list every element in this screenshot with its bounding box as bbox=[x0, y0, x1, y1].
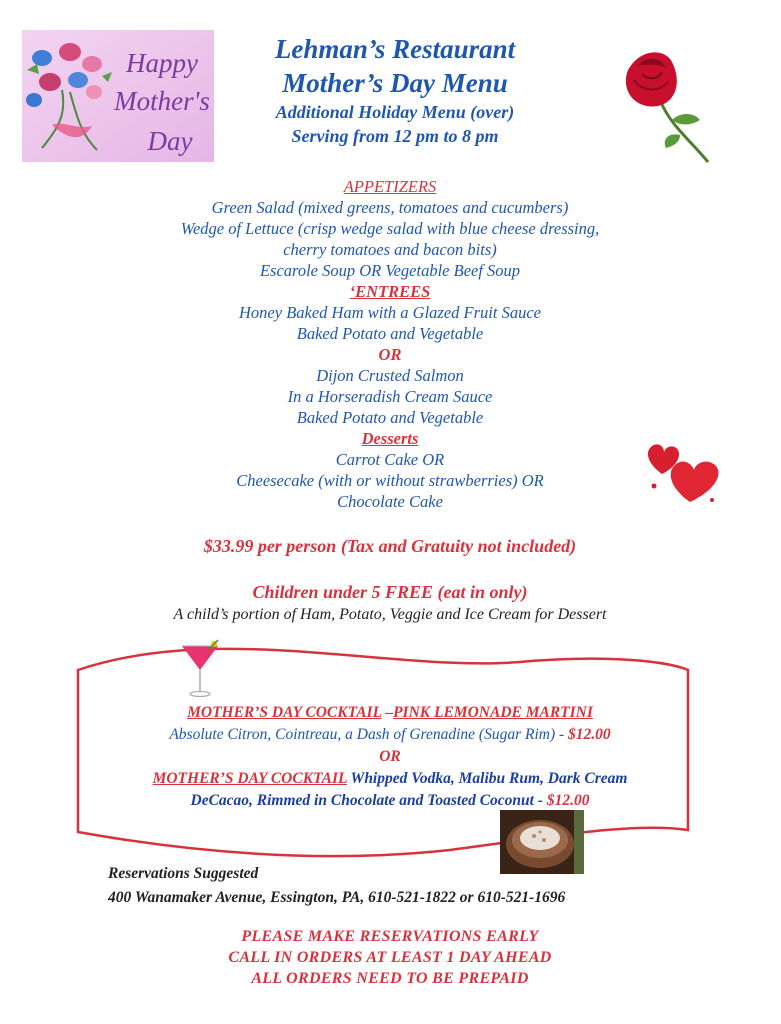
card-line-2: Mother's bbox=[114, 86, 210, 116]
cocktail-2-price: $12.00 bbox=[546, 792, 590, 809]
dessert-line: Chocolate Cake bbox=[337, 492, 443, 511]
rose-icon bbox=[610, 40, 720, 170]
entree-or: OR bbox=[378, 345, 402, 364]
card-line-3: Day bbox=[147, 126, 193, 156]
title-block bbox=[200, 32, 590, 148]
cocktail-1-price: $12.00 bbox=[568, 726, 611, 743]
appetizer-line: Green Salad (mixed greens, tomatoes and cucumbers) bbox=[211, 198, 569, 217]
cocktail-2-details bbox=[95, 790, 685, 812]
children-description: A child’s portion of Ham, Potato, Veggie and Ice Cream for Dessert bbox=[173, 606, 607, 623]
cocktail-2-desc-b: DeCacao, Rimmed in Chocolate and Toasted Coconut - bbox=[190, 792, 547, 809]
cocktail-1-desc: Absolute Citron, Cointreau, a Dash of Grenadine (Sugar Rim) - bbox=[169, 726, 569, 743]
hearts-icon bbox=[640, 440, 722, 506]
cocktail-1-title bbox=[95, 702, 685, 724]
reservations-suggested: Reservations Suggested bbox=[108, 865, 259, 882]
desserts-heading: Desserts bbox=[361, 429, 419, 448]
entree-line: Baked Potato and Vegetable bbox=[296, 408, 484, 427]
dessert-line: Cheesecake (with or without strawberries) OR bbox=[236, 471, 544, 490]
cocktail-2-desc-a: Whipped Vodka, Malibu Rum, Dark Cream bbox=[346, 770, 628, 787]
children-free-line: Children under 5 FREE (eat in only) bbox=[252, 582, 528, 602]
note-line: ALL ORDERS NEED TO BE PREPAID bbox=[251, 970, 529, 987]
cocktail-or: OR bbox=[379, 748, 401, 765]
cocktail-1-name: PINK LEMONADE MARTINI bbox=[393, 704, 593, 721]
appetizer-line: Escarole Soup OR Vegetable Beef Soup bbox=[259, 261, 521, 280]
cocktail-1-label: MOTHER’S DAY COCKTAIL bbox=[187, 704, 382, 721]
mothers-day-card bbox=[22, 30, 214, 162]
note-line: CALL IN ORDERS AT LEAST 1 DAY AHEAD bbox=[228, 949, 552, 966]
martini-icon bbox=[178, 636, 222, 700]
appetizer-line: Wedge of Lettuce (crisp wedge salad with blue cheese dressing, bbox=[180, 219, 600, 238]
entree-line: Baked Potato and Vegetable bbox=[296, 324, 484, 343]
cocktail-2-title bbox=[95, 768, 685, 790]
menu-title: Mother’s Day Menu bbox=[282, 68, 508, 98]
appetizers-heading: APPETIZERS bbox=[343, 177, 437, 196]
dessert-line: Carrot Cake OR bbox=[335, 450, 445, 469]
entrees-heading: ‘ENTREES bbox=[349, 282, 431, 301]
price-line: $33.99 per person (Tax and Gratuity not included) bbox=[203, 536, 577, 556]
cocktail-1-details bbox=[95, 724, 685, 746]
note-line: PLEASE MAKE RESERVATIONS EARLY bbox=[241, 928, 539, 945]
reservations-block bbox=[108, 862, 708, 910]
menu-body bbox=[110, 176, 670, 512]
subtitle: Additional Holiday Menu (over) bbox=[275, 102, 515, 122]
entree-line: Dijon Crusted Salmon bbox=[316, 366, 464, 385]
cocktails-section bbox=[95, 702, 685, 812]
restaurant-name: Lehman’s Restaurant bbox=[274, 34, 516, 64]
notes-block bbox=[120, 926, 660, 989]
cocktail-2-label: MOTHER’S DAY COCKTAIL bbox=[152, 770, 347, 787]
address-line: 400 Wanamaker Avenue, Essington, PA, 610-521-1822 or 610-521-1696 bbox=[108, 889, 566, 906]
cocktail-1-dash: – bbox=[381, 704, 394, 721]
appetizer-line: cherry tomatoes and bacon bits) bbox=[283, 240, 497, 259]
entree-line: In a Horseradish Cream Sauce bbox=[287, 387, 493, 406]
serving-hours: Serving from 12 pm to 8 pm bbox=[291, 126, 499, 146]
entree-line: Honey Baked Ham with a Glazed Fruit Sauce bbox=[239, 303, 541, 322]
card-line-1: Happy bbox=[126, 48, 198, 78]
